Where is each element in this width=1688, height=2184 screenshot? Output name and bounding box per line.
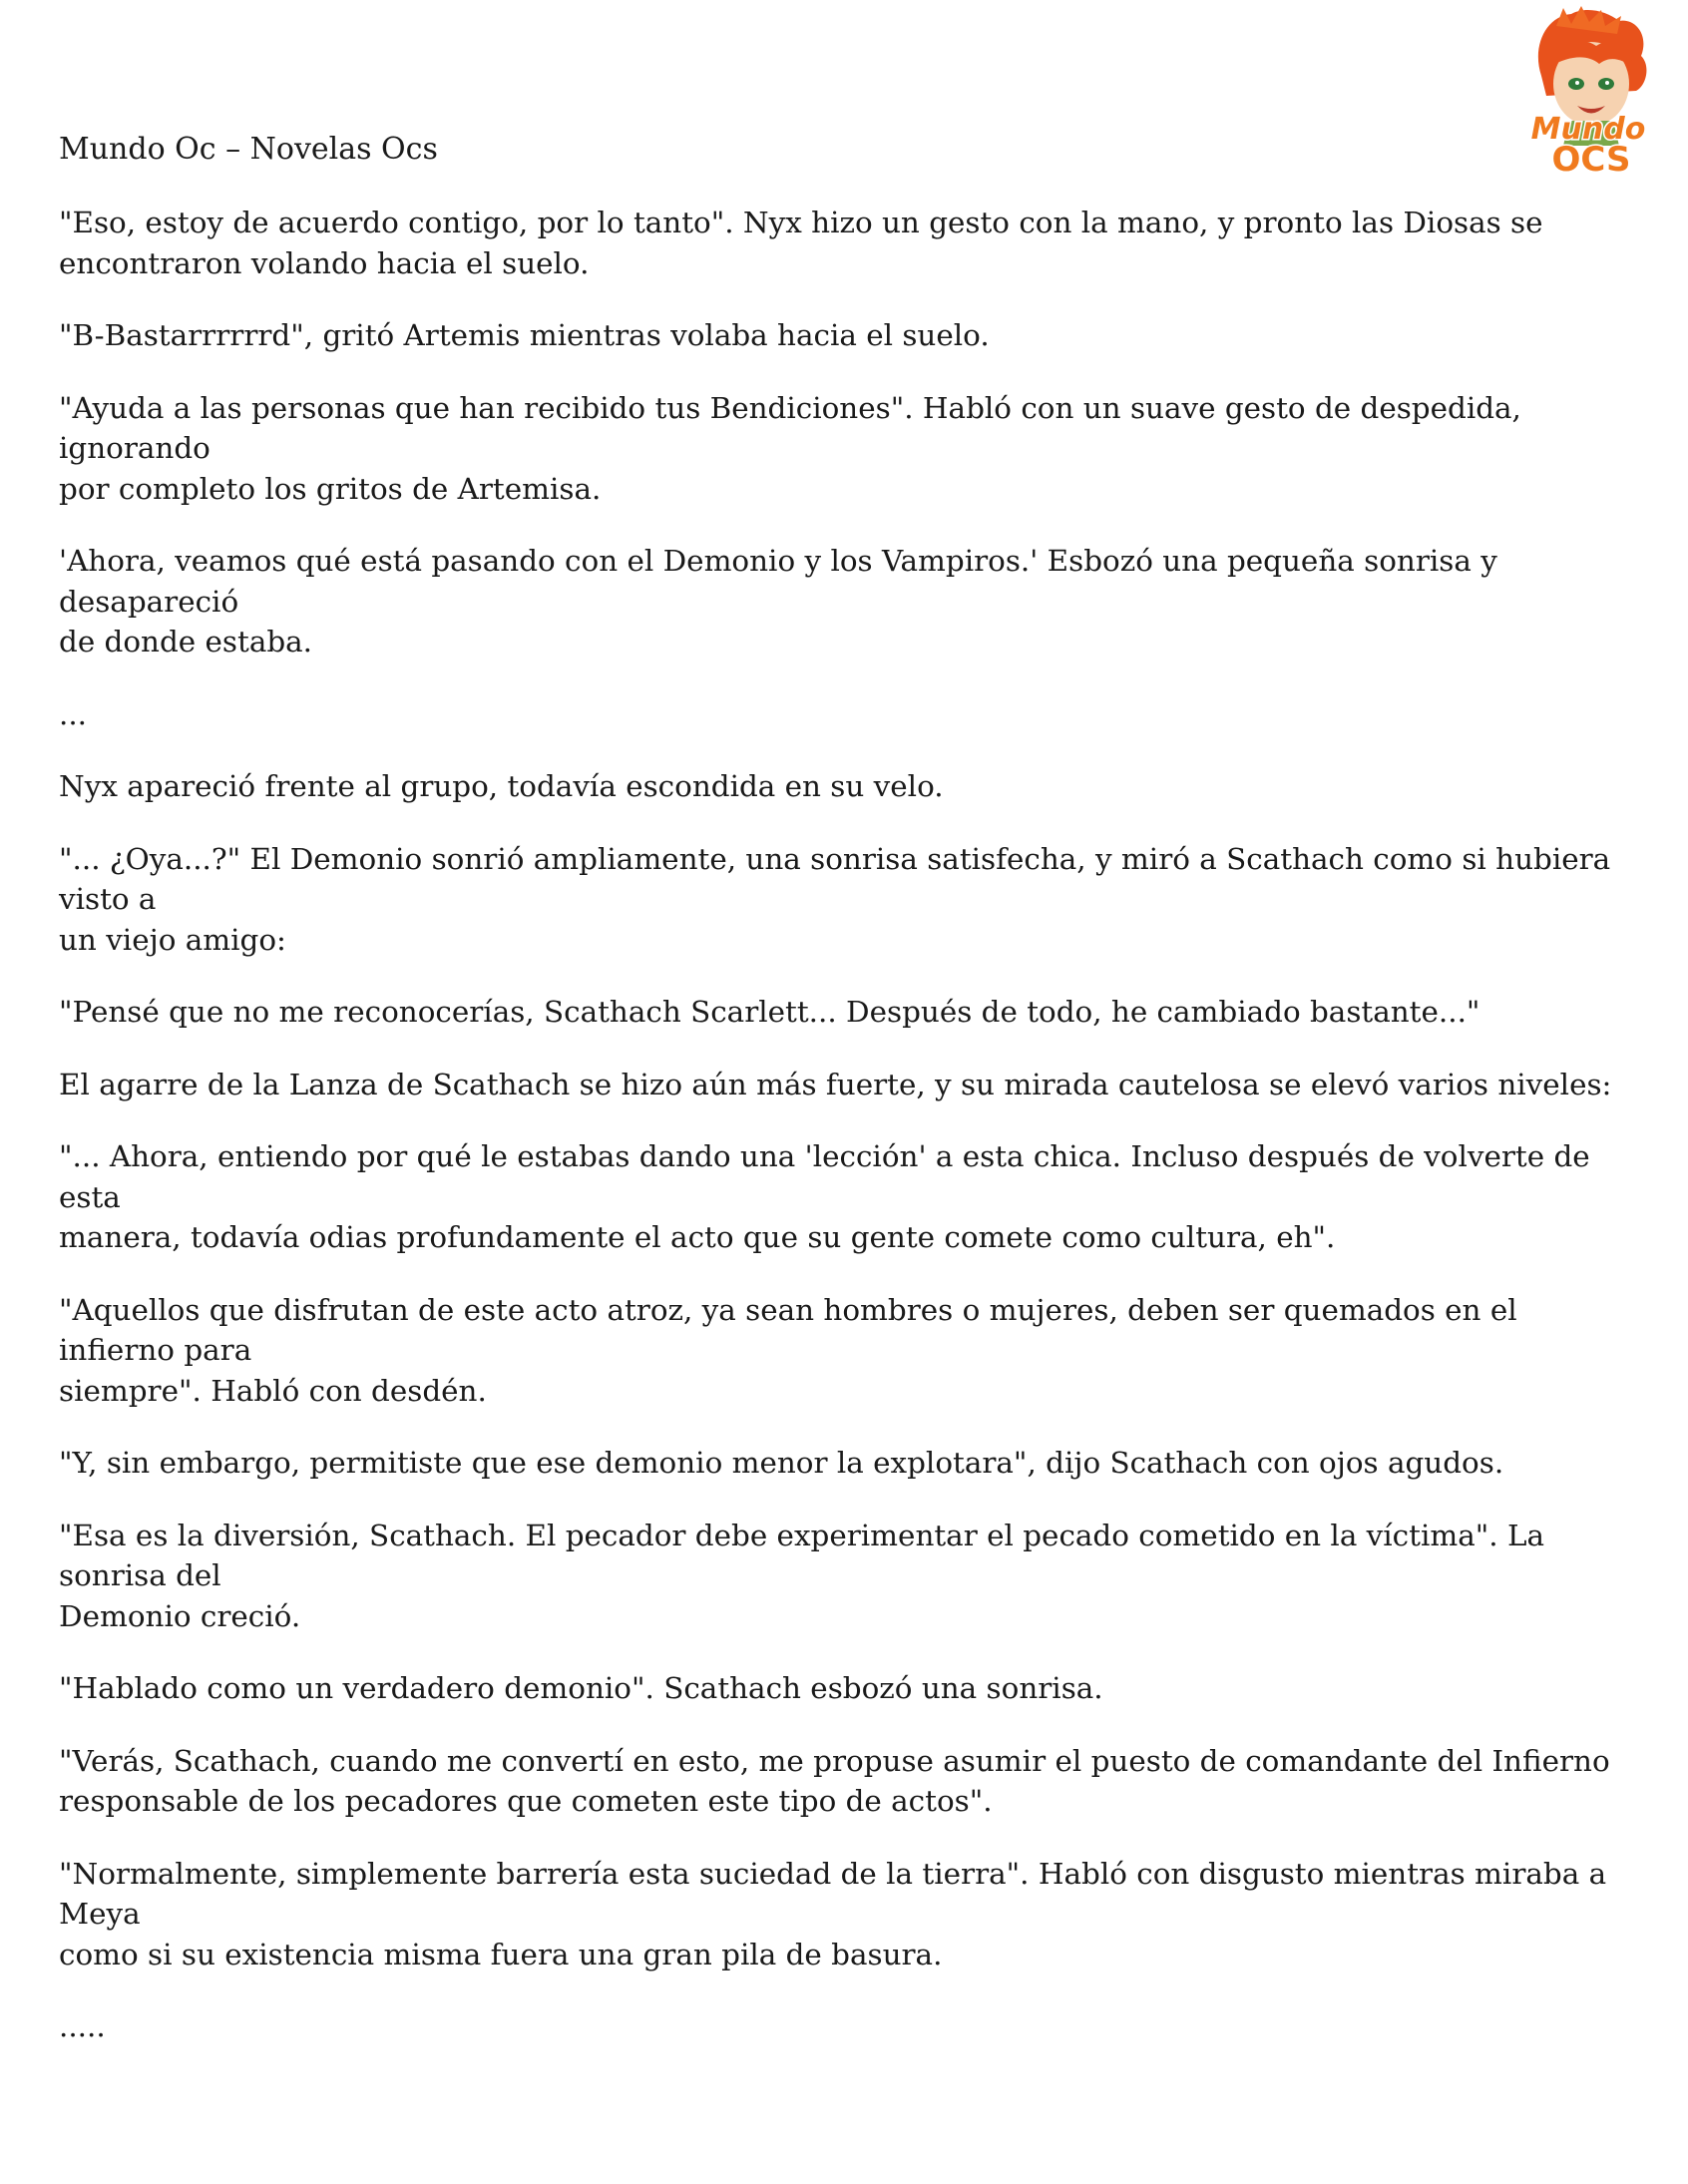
document-body [59, 203, 1631, 2079]
paragraph: ..... [59, 2009, 106, 2043]
paragraph: Nyx apareció frente al grupo, todavía escondida en su velo. [59, 769, 944, 803]
paragraph: ... [59, 696, 88, 731]
paragraph: 'Ahora, veamos qué está pasando con el Demonio y los Vampiros.' Esbozó una pequeña sonrisa y desapareció de donde estaba. [59, 544, 1497, 658]
paragraph: "Hablado como un verdadero demonio". Scathach esbozó una sonrisa. [59, 1671, 1103, 1705]
paragraph: "Verás, Scathach, cuando me convertí en esto, me propuse asumir el puesto de comandante del Infierno responsable de los pecadores que cometen este tipo de actos". [59, 1743, 1610, 1818]
svg-text:OCS: OCS [1551, 140, 1631, 180]
paragraph: "... Ahora, entiendo por qué le estabas dando una 'lección' a esta chica. Incluso después de volverte de esta manera, todavía odias profundamente el acto que su gente comete como cultura, eh". [59, 1139, 1590, 1254]
paragraph: "Pensé que no me reconocerías, Scathach Scarlett... Después de todo, he cambiado bastante..." [59, 995, 1480, 1029]
paragraph: "Aquellos que disfrutan de este acto atroz, ya sean hombres o mujeres, deben ser quemados en el infierno para siempre". Habló con desdén. [59, 1292, 1517, 1408]
paragraph: "Esa es la diversión, Scathach. El pecador debe experimentar el pecado cometido en la víctima". La sonrisa del Demonio creció. [59, 1518, 1544, 1633]
paragraph: "B-Bastarrrrrrd", gritó Artemis mientras volaba hacia el suelo. [59, 318, 990, 352]
mundo-ocs-logo [1501, 6, 1676, 181]
svg-text:Mundo: Mundo [1530, 112, 1646, 147]
paragraph: "Eso, estoy de acuerdo contigo, por lo tanto". Nyx hizo un gesto con la mano, y pronto las Diosas se encontraron volando hacia el suelo. [59, 206, 1543, 280]
paragraph: "... ¿Oya...?" El Demonio sonrió ampliamente, una sonrisa satisfecha, y miró a Scathach como si hubiera visto a un viejo amigo: [59, 841, 1611, 957]
paragraph: El agarre de la Lanza de Scathach se hizo aún más fuerte, y su mirada cautelosa se elevó varios niveles: [59, 1067, 1612, 1101]
paragraph: "Normalmente, simplemente barrería esta suciedad de la tierra". Habló con disgusto mientras miraba a Meya como si su existencia misma fuera una gran pila de basura. [59, 1856, 1607, 1971]
paragraph: "Y, sin embargo, permitiste que ese demonio menor la explotara", dijo Scathach con ojos agudos. [59, 1446, 1504, 1480]
paragraph: "Ayuda a las personas que han recibido tus Bendiciones". Habló con un suave gesto de despedida, ignorando por completo los gritos de Artemisa. [59, 390, 1521, 506]
page-header: Mundo Oc – Novelas Ocs [59, 132, 438, 167]
